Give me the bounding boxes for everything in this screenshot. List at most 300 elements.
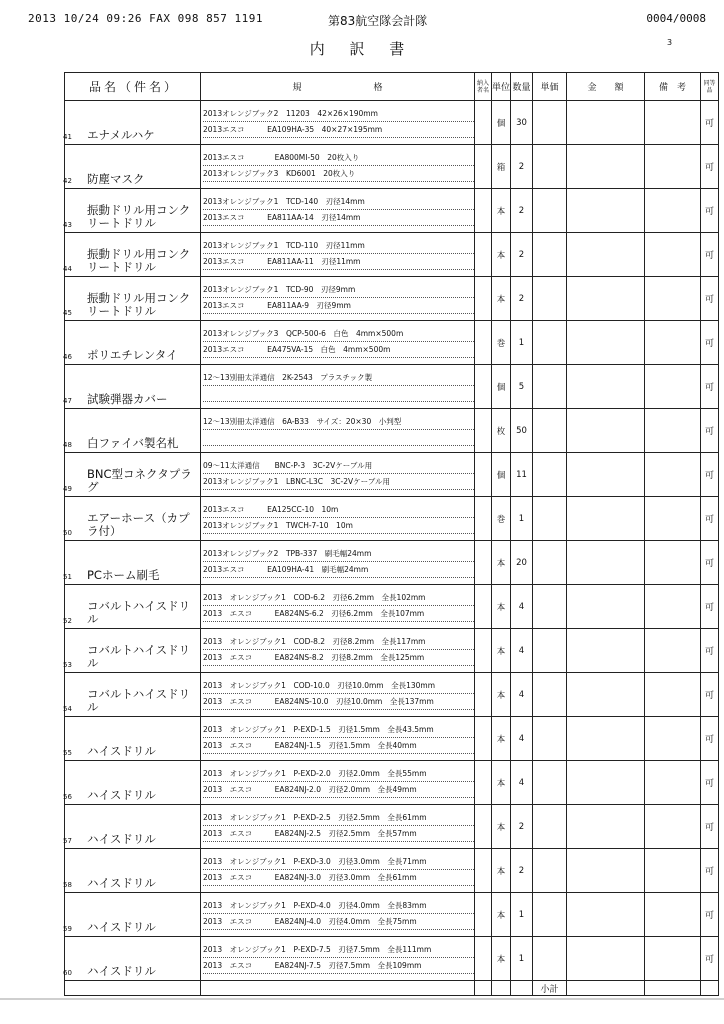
spec-line: 2013エスコ EA109HA-35 40×27×195mm — [203, 123, 474, 138]
table-row — [65, 805, 719, 849]
item-spec-cell — [201, 145, 475, 189]
amount-cell — [567, 365, 645, 409]
price-cell — [533, 717, 567, 761]
spec-line: 2013エスコ EA125CC-10 10m — [203, 503, 474, 518]
qty-cell: 50 — [511, 409, 533, 453]
amount-cell — [567, 409, 645, 453]
maker-cell — [475, 409, 492, 453]
equivalent-cell: 可 — [701, 893, 719, 937]
note-cell — [645, 937, 701, 981]
spec-line: 2013エスコ EA811AA-14 刃径14mm — [203, 211, 474, 226]
empty-cell — [65, 981, 201, 996]
amount-cell — [567, 321, 645, 365]
note-cell — [645, 277, 701, 321]
equivalent-cell: 可 — [701, 761, 719, 805]
page-counter: 0004/0008 — [646, 12, 706, 25]
unit-cell: 本 — [492, 805, 511, 849]
amount-cell — [567, 497, 645, 541]
qty-cell: 5 — [511, 365, 533, 409]
price-cell — [533, 541, 567, 585]
spec-line: 2013 オレンジブック1 P-EXD-1.5 刃径1.5mm 全長43.5mm — [203, 723, 474, 738]
equivalent-cell: 可 — [701, 101, 719, 145]
maker-cell — [475, 761, 492, 805]
empty-cell — [645, 981, 701, 996]
note-cell — [645, 761, 701, 805]
spec-line: 2013 エスコ EA824NJ-7.5 刃径7.5mm 全長109mm — [203, 959, 474, 974]
maker-cell — [475, 541, 492, 585]
qty-cell: 4 — [511, 629, 533, 673]
col-qty: 数量 — [511, 73, 533, 101]
equivalent-cell: 可 — [701, 629, 719, 673]
item-number: 43 — [63, 221, 72, 229]
item-number: 47 — [63, 397, 72, 405]
item-spec-cell — [201, 585, 475, 629]
price-cell — [533, 673, 567, 717]
item-number: 45 — [63, 309, 72, 317]
qty-cell: 4 — [511, 761, 533, 805]
spec-line: 2013 オレンジブック1 P-EXD-3.0 刃径3.0mm 全長71mm — [203, 855, 474, 870]
note-cell — [645, 673, 701, 717]
equivalent-cell: 可 — [701, 541, 719, 585]
item-spec-cell — [201, 937, 475, 981]
item-spec-cell — [201, 453, 475, 497]
item-name-cell — [65, 673, 201, 717]
spec-line: 2013 オレンジブック1 P-EXD-7.5 刃径7.5mm 全長111mm — [203, 943, 474, 958]
table-row — [65, 717, 719, 761]
item-name-cell — [65, 805, 201, 849]
price-cell — [533, 189, 567, 233]
price-cell — [533, 321, 567, 365]
item-name: 試験弾器カバー — [87, 392, 168, 406]
item-name-cell — [65, 717, 201, 761]
amount-cell — [567, 893, 645, 937]
price-cell — [533, 893, 567, 937]
maker-cell — [475, 893, 492, 937]
spec-line: 12～13別冊太洋通信 2K-2543 プラスチック製 — [203, 371, 474, 386]
table-row — [65, 277, 719, 321]
spec-line: 2013 オレンジブック1 COD-10.0 刃径10.0mm 全長130mm — [203, 679, 474, 694]
note-cell — [645, 145, 701, 189]
spec-line: 2013 エスコ EA824NJ-2.5 刃径2.5mm 全長57mm — [203, 827, 474, 842]
subtotal-amount — [567, 981, 645, 996]
qty-cell: 20 — [511, 541, 533, 585]
spec-line: 2013エスコ EA811AA-9 刃径9mm — [203, 299, 474, 314]
col-name: 品名（件名） — [65, 73, 201, 101]
unit-cell: 本 — [492, 585, 511, 629]
qty-cell: 2 — [511, 849, 533, 893]
item-name-cell — [65, 101, 201, 145]
unit-cell: 本 — [492, 629, 511, 673]
item-name: 振動ドリル用コンクリートドリル — [87, 203, 191, 230]
table-row — [65, 365, 719, 409]
spec-line: 2013オレンジブック2 TPB-337 刷毛幅24mm — [203, 547, 474, 562]
item-number: 49 — [63, 485, 72, 493]
item-number: 52 — [63, 617, 72, 625]
item-name: ハイスドリル — [87, 832, 156, 846]
scan-edge-line — [0, 998, 724, 1000]
item-name-cell — [65, 277, 201, 321]
table-row — [65, 101, 719, 145]
table-row — [65, 849, 719, 893]
qty-cell: 4 — [511, 717, 533, 761]
note-cell — [645, 585, 701, 629]
item-name: BNC型コネクタプラグ — [87, 467, 192, 494]
maker-cell — [475, 277, 492, 321]
spec-line: 09～11太洋通信 BNC-P-3 3C-2Vケーブル用 — [203, 459, 474, 474]
equivalent-cell: 可 — [701, 673, 719, 717]
table-row — [65, 629, 719, 673]
item-spec-cell — [201, 893, 475, 937]
table-row — [65, 541, 719, 585]
unit-cell: 巻 — [492, 321, 511, 365]
price-cell — [533, 849, 567, 893]
amount-cell — [567, 805, 645, 849]
spec-line: 2013エスコ EA811AA-11 刃径11mm — [203, 255, 474, 270]
empty-cell — [492, 981, 511, 996]
maker-cell — [475, 145, 492, 189]
spec-line: 2013 エスコ EA824NJ-4.0 刃径4.0mm 全長75mm — [203, 915, 474, 930]
equivalent-cell: 可 — [701, 189, 719, 233]
table-row — [65, 453, 719, 497]
note-cell — [645, 541, 701, 585]
item-number: 50 — [63, 529, 72, 537]
item-spec-cell — [201, 277, 475, 321]
maker-cell — [475, 497, 492, 541]
item-name-cell — [65, 145, 201, 189]
subtotal-row — [65, 981, 719, 996]
item-spec-cell — [201, 541, 475, 585]
item-name-cell — [65, 321, 201, 365]
spec-line: 2013オレンジブック1 TCD-110 刃径11mm — [203, 239, 474, 254]
qty-cell: 2 — [511, 233, 533, 277]
spec-line: 2013オレンジブック1 LBNC-L3C 3C-2Vケーブル用 — [203, 475, 474, 490]
spec-line: 2013 エスコ EA824NJ-1.5 刃径1.5mm 全長40mm — [203, 739, 474, 754]
spec-line: 2013エスコ EA475VA-15 白色 4mm×500m — [203, 343, 474, 358]
note-cell — [645, 189, 701, 233]
price-cell — [533, 497, 567, 541]
spec-line: 2013エスコ EA800MI-50 20枚入り — [203, 151, 474, 166]
unit-cell: 本 — [492, 893, 511, 937]
unit-cell: 箱 — [492, 145, 511, 189]
spec-line: 2013オレンジブック1 TWCH-7-10 10m — [203, 519, 474, 534]
amount-cell — [567, 453, 645, 497]
spec-line — [203, 431, 474, 446]
empty-cell — [475, 981, 492, 996]
note-cell — [645, 233, 701, 277]
item-spec-cell — [201, 321, 475, 365]
col-price: 単価 — [533, 73, 567, 101]
unit-cell: 本 — [492, 849, 511, 893]
spec-line: 2013オレンジブック1 TCD-140 刃径14mm — [203, 195, 474, 210]
qty-cell: 4 — [511, 673, 533, 717]
col-spec: 規 格 — [201, 73, 475, 101]
item-name-cell — [65, 233, 201, 277]
maker-cell — [475, 849, 492, 893]
price-cell — [533, 233, 567, 277]
maker-cell — [475, 189, 492, 233]
unit-cell: 枚 — [492, 409, 511, 453]
price-cell — [533, 629, 567, 673]
item-name-cell — [65, 629, 201, 673]
qty-cell: 1 — [511, 497, 533, 541]
spec-line: 2013 オレンジブック1 P-EXD-2.0 刃径2.0mm 全長55mm — [203, 767, 474, 782]
qty-cell: 1 — [511, 321, 533, 365]
table-row — [65, 321, 719, 365]
equivalent-cell: 可 — [701, 849, 719, 893]
fax-header: 2013 10/24 09:26 FAX 098 857 1191 — [28, 12, 264, 25]
note-cell — [645, 849, 701, 893]
item-name-cell — [65, 497, 201, 541]
price-cell — [533, 585, 567, 629]
spec-line: 2013 エスコ EA824NS-8.2 刃径8.2mm 全長125mm — [203, 651, 474, 666]
note-cell — [645, 409, 701, 453]
maker-cell — [475, 365, 492, 409]
maker-cell — [475, 717, 492, 761]
spec-line: 2013オレンジブック3 QCP-500-6 白色 4mm×500m — [203, 327, 474, 342]
table-row — [65, 233, 719, 277]
qty-cell: 1 — [511, 893, 533, 937]
table-row — [65, 585, 719, 629]
note-cell — [645, 717, 701, 761]
item-number: 56 — [63, 793, 72, 801]
price-cell — [533, 453, 567, 497]
subtotal-label: 小計 — [533, 981, 567, 996]
col-amount: 金 額 — [567, 73, 645, 101]
spec-line: 2013オレンジブック3 KD6001 20枚入り — [203, 167, 474, 182]
amount-cell — [567, 541, 645, 585]
note-cell — [645, 321, 701, 365]
amount-cell — [567, 189, 645, 233]
item-spec-cell — [201, 849, 475, 893]
maker-cell — [475, 805, 492, 849]
unit-cell: 個 — [492, 365, 511, 409]
item-number: 55 — [63, 749, 72, 757]
item-name: ハイスドリル — [87, 920, 156, 934]
sheet-number: 3 — [667, 38, 673, 47]
item-number: 59 — [63, 925, 72, 933]
item-name-cell — [65, 893, 201, 937]
table-row — [65, 145, 719, 189]
col-maker: 納入者名 — [475, 73, 492, 101]
maker-cell — [475, 101, 492, 145]
equivalent-cell: 可 — [701, 409, 719, 453]
equivalent-cell: 可 — [701, 365, 719, 409]
price-cell — [533, 277, 567, 321]
equivalent-cell: 可 — [701, 805, 719, 849]
amount-cell — [567, 629, 645, 673]
price-cell — [533, 761, 567, 805]
qty-cell: 30 — [511, 101, 533, 145]
item-name-cell — [65, 189, 201, 233]
item-name-cell — [65, 585, 201, 629]
price-cell — [533, 365, 567, 409]
item-number: 53 — [63, 661, 72, 669]
item-spec-cell — [201, 101, 475, 145]
item-spec-cell — [201, 673, 475, 717]
item-name: ポリエチレンタイ — [87, 348, 178, 362]
note-cell — [645, 497, 701, 541]
amount-cell — [567, 937, 645, 981]
item-name: ハイスドリル — [87, 788, 156, 802]
amount-cell — [567, 849, 645, 893]
item-number: 57 — [63, 837, 72, 845]
price-cell — [533, 805, 567, 849]
maker-cell — [475, 233, 492, 277]
document-title: 内 訳 書 — [309, 40, 415, 58]
unit-cell: 本 — [492, 761, 511, 805]
unit-cell: 本 — [492, 277, 511, 321]
equivalent-cell: 可 — [701, 453, 719, 497]
table-row — [65, 189, 719, 233]
note-cell — [645, 805, 701, 849]
note-cell — [645, 629, 701, 673]
item-number: 60 — [63, 969, 72, 977]
equivalent-cell: 可 — [701, 145, 719, 189]
table-row — [65, 673, 719, 717]
table-row — [65, 761, 719, 805]
qty-cell: 1 — [511, 937, 533, 981]
item-spec-cell — [201, 497, 475, 541]
item-spec-cell — [201, 761, 475, 805]
note-cell — [645, 893, 701, 937]
item-name: ハイスドリル — [87, 964, 156, 978]
spec-line: 2013 エスコ EA824NS-10.0 刃径10.0mm 全長137mm — [203, 695, 474, 710]
item-name: コバルトハイスドリル — [87, 643, 191, 670]
spec-line: 2013オレンジブック1 TCD-90 刃径9mm — [203, 283, 474, 298]
price-cell — [533, 145, 567, 189]
item-name: エアーホース（カプラ付） — [87, 511, 190, 538]
unit-cell: 個 — [492, 101, 511, 145]
item-spec-cell — [201, 717, 475, 761]
maker-cell — [475, 453, 492, 497]
organization-name: 第83航空隊会計隊 — [328, 14, 428, 28]
spec-line: 2013 エスコ EA824NJ-3.0 刃径3.0mm 全長61mm — [203, 871, 474, 886]
item-spec-cell — [201, 409, 475, 453]
maker-cell — [475, 321, 492, 365]
empty-cell — [511, 981, 533, 996]
spec-line: 2013エスコ EA109HA-41 刷毛幅24mm — [203, 563, 474, 578]
item-name: PCホーム刷毛 — [87, 568, 160, 582]
unit-cell: 本 — [492, 189, 511, 233]
item-spec-cell — [201, 365, 475, 409]
item-number: 42 — [63, 177, 72, 185]
item-name: ハイスドリル — [87, 876, 156, 890]
item-number: 46 — [63, 353, 72, 361]
spec-line: 2013 オレンジブック1 P-EXD-4.0 刃径4.0mm 全長83mm — [203, 899, 474, 914]
note-cell — [645, 453, 701, 497]
breakdown-table — [64, 72, 719, 996]
amount-cell — [567, 761, 645, 805]
note-cell — [645, 365, 701, 409]
spec-line: 2013 オレンジブック1 P-EXD-2.5 刃径2.5mm 全長61mm — [203, 811, 474, 826]
item-name-cell — [65, 849, 201, 893]
spec-line: 2013 オレンジブック1 COD-6.2 刃径6.2mm 全長102mm — [203, 591, 474, 606]
qty-cell: 11 — [511, 453, 533, 497]
item-name-cell — [65, 409, 201, 453]
amount-cell — [567, 673, 645, 717]
unit-cell: 巻 — [492, 497, 511, 541]
col-note: 備 考 — [645, 73, 701, 101]
item-spec-cell — [201, 629, 475, 673]
spec-line: 2013オレンジブック2 11203 42×26×190mm — [203, 107, 474, 122]
amount-cell — [567, 101, 645, 145]
amount-cell — [567, 277, 645, 321]
item-number: 48 — [63, 441, 72, 449]
item-name: 白ファイバ製名札 — [87, 436, 179, 450]
empty-cell — [201, 981, 475, 996]
qty-cell: 4 — [511, 585, 533, 629]
spec-line: 2013 エスコ EA824NJ-2.0 刃径2.0mm 全長49mm — [203, 783, 474, 798]
item-name-cell — [65, 761, 201, 805]
qty-cell: 2 — [511, 145, 533, 189]
item-spec-cell — [201, 233, 475, 277]
qty-cell: 2 — [511, 277, 533, 321]
spec-line: 12～13別冊太洋通信 6A-B33 サイズ：20×30 小判型 — [203, 415, 474, 430]
item-name: 振動ドリル用コンクリートドリル — [87, 247, 191, 274]
qty-cell: 2 — [511, 805, 533, 849]
maker-cell — [475, 629, 492, 673]
unit-cell: 本 — [492, 937, 511, 981]
item-name: コバルトハイスドリル — [87, 599, 191, 626]
price-cell — [533, 101, 567, 145]
item-spec-cell — [201, 189, 475, 233]
maker-cell — [475, 585, 492, 629]
amount-cell — [567, 585, 645, 629]
table-row — [65, 893, 719, 937]
table-row — [65, 409, 719, 453]
table-row — [65, 937, 719, 981]
item-name: 振動ドリル用コンクリートドリル — [87, 291, 191, 318]
item-number: 51 — [63, 573, 72, 581]
qty-cell: 2 — [511, 189, 533, 233]
col-unit: 単位 — [492, 73, 511, 101]
unit-cell: 本 — [492, 673, 511, 717]
item-name: 防塵マスク — [87, 172, 145, 186]
equivalent-cell: 可 — [701, 277, 719, 321]
price-cell — [533, 409, 567, 453]
item-name: コバルトハイスドリル — [87, 687, 191, 714]
item-name-cell — [65, 365, 201, 409]
spec-line — [203, 387, 474, 402]
price-cell — [533, 937, 567, 981]
item-name-cell — [65, 453, 201, 497]
item-name-cell — [65, 541, 201, 585]
maker-cell — [475, 673, 492, 717]
amount-cell — [567, 145, 645, 189]
table-header — [65, 73, 719, 101]
note-cell — [645, 101, 701, 145]
unit-cell: 個 — [492, 453, 511, 497]
maker-cell — [475, 937, 492, 981]
table-row — [65, 497, 719, 541]
unit-cell: 本 — [492, 541, 511, 585]
equivalent-cell: 可 — [701, 585, 719, 629]
item-number: 41 — [63, 133, 72, 141]
unit-cell: 本 — [492, 717, 511, 761]
item-number: 54 — [63, 705, 72, 713]
empty-cell — [701, 981, 719, 996]
equivalent-cell: 可 — [701, 937, 719, 981]
col-equivalent: 同等品 — [701, 73, 719, 101]
equivalent-cell: 可 — [701, 497, 719, 541]
spec-line: 2013 オレンジブック1 COD-8.2 刃径8.2mm 全長117mm — [203, 635, 474, 650]
item-name: エナメルハケ — [87, 128, 155, 142]
amount-cell — [567, 717, 645, 761]
equivalent-cell: 可 — [701, 717, 719, 761]
spec-line: 2013 エスコ EA824NS-6.2 刃径6.2mm 全長107mm — [203, 607, 474, 622]
item-name-cell — [65, 937, 201, 981]
equivalent-cell: 可 — [701, 233, 719, 277]
